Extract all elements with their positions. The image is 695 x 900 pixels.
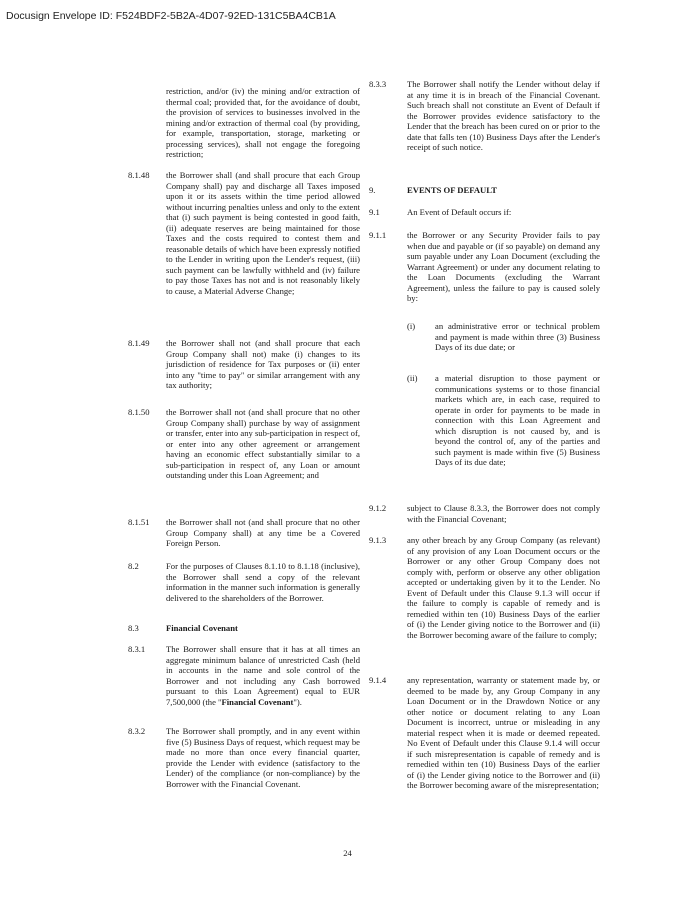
clause-number: 9.1 xyxy=(369,207,380,217)
clause-number: 9.1.2 xyxy=(369,503,387,513)
clause-number: 8.3 xyxy=(128,623,139,633)
clause-number: 8.2 xyxy=(128,561,139,571)
sub-clause-text: an administrative error or technical problem and payment is made within three (3) Business Days of its due date; or xyxy=(435,321,600,352)
clause-number: 9.1.1 xyxy=(369,230,387,240)
clause-text: any other breach by any Group Company (as relevant) of any provision of any Loan Document occurs or the Borrower or any other Group Company does not comply with, perform or observe any other obligation accepted or undertaking given by it to the Lender. No Event of Default under this Clause 9.1.3 will occur if the failure to comply is capable of remedy and is remedied within ten (10) Business Days of the earlier of (i) the Lender giving notice to the Borrower and (ii) the Borrower becoming aware of the failure to comply; xyxy=(407,535,600,640)
clause-text: subject to Clause 8.3.3, the Borrower does not comply with the Financial Covenant; xyxy=(407,503,600,524)
clause-text-after: "). xyxy=(293,696,302,707)
clause-text xyxy=(166,644,360,707)
clause-text: the Borrower shall not (and shall procure that no other Group Company shall) at any time be a Covered Foreign Person. xyxy=(166,517,360,548)
section-heading: Financial Covenant xyxy=(166,623,238,633)
sub-clause-number: (ii) xyxy=(407,373,418,383)
clause-number: 9. xyxy=(369,185,376,195)
clause-text: The Borrower shall notify the Lender without delay if at any time it is in breach of the Financial Covenant. Such breach shall not constitute an Event of Default if the Borrower provides evidence satisfactory to the Lender that the breach has been cured on or prior to the date that falls ten (10) Business Days after the Lender's receipt of such notice. xyxy=(407,79,600,152)
clause-number: 8.3.2 xyxy=(128,726,146,736)
sub-clause-text: a material disruption to those payment or communications systems or to those financial markets which are, in each case, required to operate in order for payments to be made in connection with this Loan Agreement and which disruption is not caused by, and is beyond the control of, any of the parties and such payment is made within five (5) Business Days of its due date; xyxy=(435,373,600,467)
clause-number: 9.1.4 xyxy=(369,675,387,685)
clause-number: 8.1.48 xyxy=(128,170,150,180)
clause-text: An Event of Default occurs if: xyxy=(407,207,512,217)
sub-clause-number: (i) xyxy=(407,321,416,331)
page-number: 24 xyxy=(343,848,352,858)
defined-term: Financial Covenant xyxy=(221,696,294,707)
clause-text: any representation, warranty or statement made by, or deemed to be made by, any Group Company in any Loan Document or in the Drawdown Notice or any other notice or document relating to any Loan Document is incorrect, untrue or misleading in any material respect when it is made or deemed repeated. No Event of Default under this Clause 9.1.4 will occur if such misrepresentation is capable of remedy and is remedied within ten (10) Business Days of the earlier of (i) the Lender giving notice to the Borrower and (ii) the Borrower becoming aware of the misrepresentation; xyxy=(407,675,600,790)
section-heading: EVENTS OF DEFAULT xyxy=(407,185,497,195)
clause-number: 8.3.3 xyxy=(369,79,387,89)
docusign-envelope-id: Docusign Envelope ID: F524BDF2-5B2A-4D07-92ED-131C5BA4CB1A xyxy=(6,10,336,22)
clause-text: For the purposes of Clauses 8.1.10 to 8.1.18 (inclusive), the Borrower shall send a copy of the relevant information in the manner such information is generally delivered to the shareholders of the Borrower. xyxy=(166,561,360,603)
clause-number: 8.3.1 xyxy=(128,644,146,654)
clause-number: 9.1.3 xyxy=(369,535,387,545)
clause-number: 8.1.49 xyxy=(128,338,150,348)
clause-text: the Borrower or any Security Provider fails to pay when due and payable or (if so payable) on demand any sum payable under any Loan Document (excluding the Warrant Agreement) or under any document relating to the Loan Documents (excluding the Warrant Agreement), unless the failure to pay is caused solely by: xyxy=(407,230,600,303)
clause-text: restriction, and/or (iv) the mining and/or extraction of thermal coal; provided that, for the avoidance of doubt, the provision of services to businesses involved in the mining and/or extraction of thermal coal (by providing, for example, transportation, storage, marketing or processing services), shall not engage the foregoing restriction; xyxy=(166,86,360,159)
clause-number: 8.1.50 xyxy=(128,407,150,417)
clause-text: The Borrower shall promptly, and in any event within five (5) Business Days of request, which request may be made no more than once every financial quarter, provide the Lender with evidence (satisfactory to the Lender) of the compliance (or non-compliance) by the Borrower with the Financial Covenant. xyxy=(166,726,360,789)
clause-text: the Borrower shall not (and shall procure that each Group Company shall not) make (i) changes to its jurisdiction of residence for Tax purposes or (ii) enter into any "time to pay" or similar arrangement with any tax authority; xyxy=(166,338,360,390)
clause-text-before: The Borrower shall ensure that it has at all times an aggregate minimum balance of unrestricted Cash (held in accounts in the name and sole control of the Borrower and not including any Cash borrowed pursuant to this Loan Agreement) equal to EUR 7,500,000 (the " xyxy=(166,644,360,707)
clause-text: the Borrower shall (and shall procure that each Group Company shall) pay and discharge all Taxes imposed upon it or its assets within the time period allowed without incurring penalties unless and only to the extent that (i) such payment is being contested in good faith, (ii) adequate reserves are being maintained for those Taxes and the costs required to contest them and reasonable details of which have been expressly notified to the Lender in writing upon the Lender's request, (iii) such payment can be lawfully withheld and (iv) failure to pay those Taxes has not and is not reasonably likely to cause, a Material Adverse Change; xyxy=(166,170,361,296)
clause-text: the Borrower shall not (and shall procure that no other Group Company shall) purchase by way of assignment or transfer, enter into any sub-participation in respect of, or enter into any other agreement or arrangement having an economic effect substantially similar to a sub-participation in respect of, any Loan or amount outstanding under this Loan Agreement; and xyxy=(166,407,360,480)
clause-number: 8.1.51 xyxy=(128,517,150,527)
